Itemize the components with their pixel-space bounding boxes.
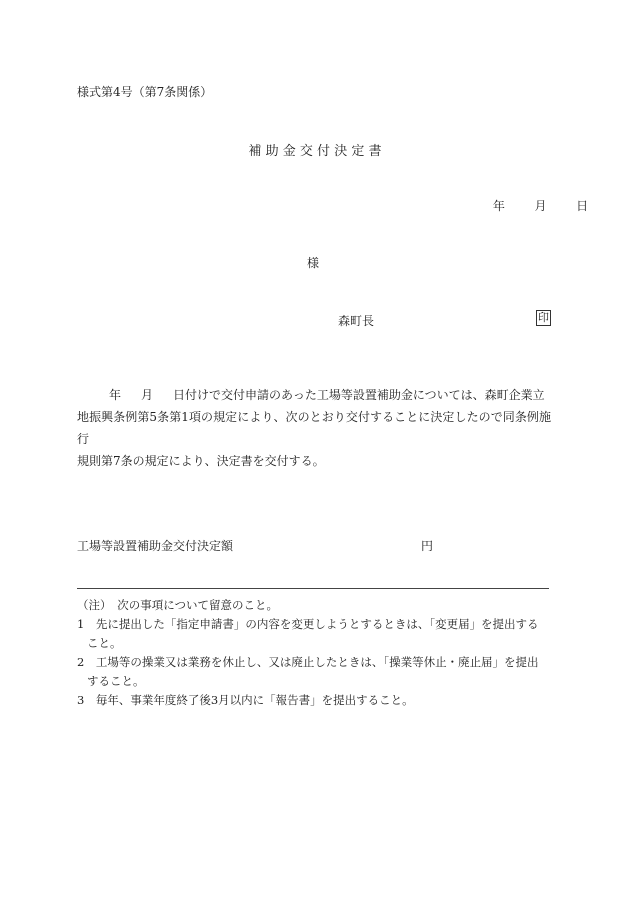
date-day: 日 [576,199,589,213]
body-month: 月 [141,388,154,402]
date-month: 月 [534,199,547,213]
note-item-3: 3 毎年、事業年度終了後3月以内に「報告書」を提出すること。 [77,693,414,707]
seal-mark: 印 [538,311,549,324]
divider-line [77,588,549,589]
decision-body [77,384,551,472]
amount-label: 工場等設置補助金交付決定額 [77,539,234,553]
note-item-2: 2 工場等の操業又は業務を休止し、又は廃止したときは、「操業等休止・廃止届」を提出 [77,655,539,669]
amount-unit: 円 [421,539,434,553]
notes-header: （注） 次の事項について留意のこと。 [77,598,279,612]
issuer-name: 森町長 [338,314,375,328]
note-item-1: 1 先に提出した「指定申請書」の内容を変更しようとするときは、「変更届」を提出する [77,617,539,631]
body-text-line3: 規則第7条の規定により、決定書を交付する。 [77,454,325,468]
document-title: 補 助 金 交 付 決 定 書 [248,144,382,159]
notes-section [77,596,553,710]
date-line [467,197,588,214]
addressee-suffix: 様 [307,256,320,270]
body-text-line1: 日付けで交付申請のあった工場等設置補助金については、森町企業立 [173,388,545,402]
note-item-2-continued: すること。 [87,674,145,688]
body-year: 年 [109,388,122,402]
date-year: 年 [492,199,505,213]
note-item-1-continued: こと。 [87,636,122,650]
body-text-line2: 地振興条例第5条第1項の規定により、次のとおり交付することに決定したので同条例施行 [77,410,551,446]
form-number: 様式第4号（第7条関係） [77,85,213,99]
